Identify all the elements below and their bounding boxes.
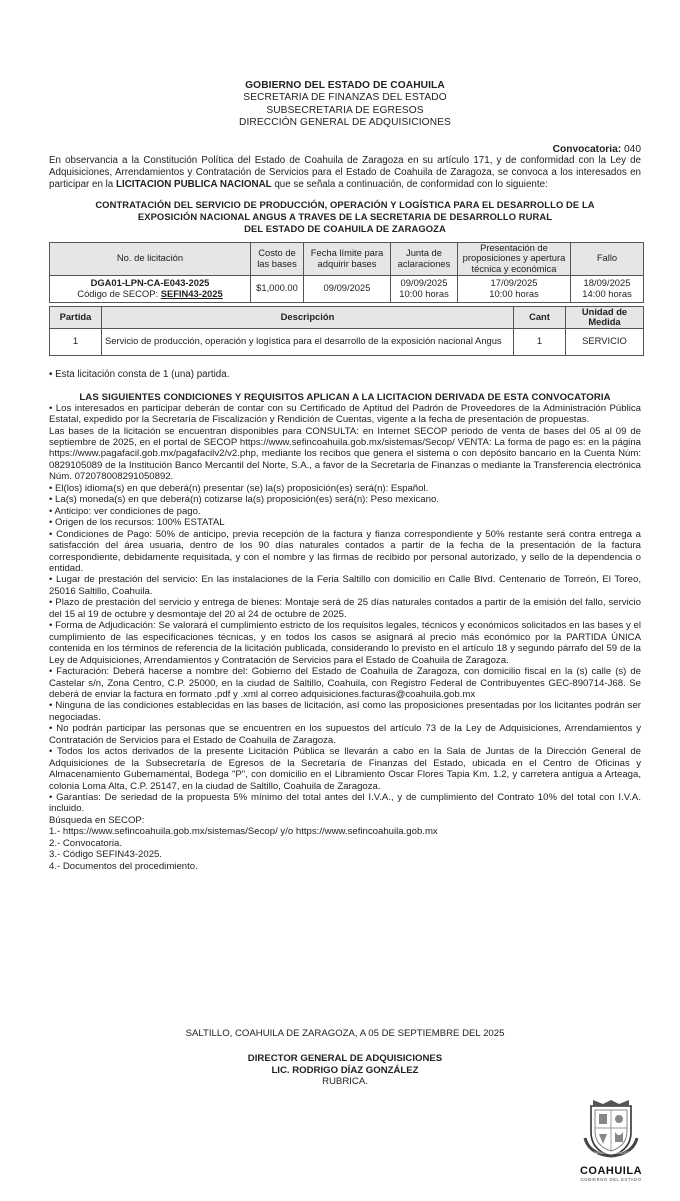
list-item: Las bases de la licitación se encuentran disponibles para CONSULTA: en Internet SECOP periodo de venta de bases del 05 al 09 de septiembre de 2025, en el portal de SECOP https://www.sefincoahuila.gob.mx/sistemas/Secop/ VENTA: La forma de pago es: en la página https://www.pagafacil.gob.mx/pagafacilv2/v2.php, mediante los recibos que genera el sistema o con depósito bancario en la Cuenta Núm: 0829105089 de la Institución Banco Mercantil del Norte, S.A., a favor de la Secretaría de Finanzas o mediante la Transferencia electrónica Núm. 072078008291050892.	[49, 425, 641, 483]
cell-unidad: SERVICIO	[566, 328, 644, 355]
cell-presentacion: 17/09/2025 10:00 horas	[458, 275, 571, 302]
conditions-list	[49, 403, 641, 873]
table-header-row	[50, 306, 644, 328]
header-no-licitacion: No. de licitación	[50, 242, 251, 275]
list-item: 2.- Convocatoria.	[49, 837, 123, 849]
seal-subtitle: GOBIERNO DEL ESTADO	[580, 1177, 642, 1182]
header-descripcion: Descripción	[102, 306, 514, 328]
signature-name: LIC. RODRIGO DÍAZ GONZÁLEZ	[271, 1064, 419, 1076]
convocatoria-label: Convocatoria:	[552, 143, 622, 155]
list-item: • El(los) idioma(s) en que deberá(n) presentar (se) la(s) proposición(es) será(n): Español.	[49, 482, 429, 494]
list-item: • Los interesados en participar deberán de contar con su Certificado de Aptitud del Padrón de Proveedores de la Administración Pública Estatal, expedido por la Secretaría de Fiscalización y Rendición de Cuentas, vigente a la fecha de presentación de propuestas.	[49, 402, 641, 426]
licitacion-type: LICITACION PUBLICA NACIONAL	[115, 178, 272, 190]
list-item: • Condiciones de Pago: 50% de anticipo, previa recepción de la factura y fianza correspondiente y 50% restante será contra entrega a satisfacción del área usuaria, dentro de los 90 días naturales contados a partir de la fecha de la presentación de la factura correspondiente, debidamente requisitada, y con el nombre y las firmas de recibido por personal autorizado, y sello de la dependencia o entidad.	[49, 528, 641, 574]
cell-cant: 1	[514, 328, 566, 355]
header-costo: Costo de las bases	[251, 242, 304, 275]
list-item: • Origen de los recursos: 100% ESTATAL	[49, 517, 225, 529]
table-row	[50, 275, 644, 302]
coat-of-arms-icon	[577, 1098, 645, 1158]
table-row	[50, 328, 644, 355]
cell-junta: 09/09/2025 10:00 horas	[391, 275, 458, 302]
signature-position: DIRECTOR GENERAL DE ADQUISICIONES	[247, 1053, 443, 1064]
list-item: • Facturación: Deberá hacerse a nombre del: Gobierno del Estado de Coahuila de Zaragoza, con domicilio fiscal en la (s) calle (s) de Castelar s/n, Zona Centro, C.P. 25000, en la ciudad de Saltillo, Coahuila, con Registro Federal de Contribuyentes GEC-890714-J68. Se deberá de enviar la factura en formato .pdf y .xml al correo adquisiciones.facturas@coahuila.gob.mx	[49, 666, 641, 700]
header-subsecretaria: SUBSECRETARIA DE EGRESOS	[266, 104, 424, 116]
document-page	[49, 80, 641, 872]
list-item: • Todos los actos derivados de la presente Licitación Pública se llevarán a cabo en la Sala de Juntas de la Dirección General de Adquisiciones de la Subsecretaría de Egresos de la Secretaría de Finanzas del Estado, ubicada en el Centro de Oficinas y Almacenamiento Gubernamental, Bodega "P", con domicilio en el Libramiento Oscar Flores Tapia Km. 1.2, y carretera antigua a Arteaga, colonia Loma Alta, C.P. 25147, en la ciudad de Saltillo, Coahuila de Zaragoza.	[49, 746, 641, 792]
list-item: • Forma de Adjudicación: Se valorará el cumplimiento estricto de los requisitos legales, técnicos y económicos solicitados en las bases y el cumplimiento de las especificaciones técnicas, y en todos los casos se asignará al precio más económico por la PARTIDA ÚNICA contenida en los términos de referencia de la licitación publicada, considerando lo previsto en el artículo 18 y segundo párrafo del 59 de la Ley de Adquisiciones, Arrendamientos y Contratación de Servicios para el Estado de Coahuila de Zaragoza.	[49, 620, 641, 666]
document-header	[49, 80, 641, 130]
list-item: • Plazo de prestación del servicio y entrega de bienes: Montaje será de 25 días naturales contados a partir de la emisión del fallo, servicio del 15 al 19 de octubre y desmontaje del 20 al 24 de octubre de 2025.	[49, 597, 641, 620]
place-date: SALTILLO, COAHUILA DE ZARAGOZA, A 05 DE SEPTIEMBRE DEL 2025	[185, 1028, 505, 1039]
header-direccion: DIRECCIÓN GENERAL DE ADQUISICIONES	[239, 117, 451, 129]
header-fallo: Fallo	[571, 242, 644, 275]
list-item: 1.- https://www.sefincoahuila.gob.mx/sistemas/Secop/ y/o https://www.sefincoahuila.gob.mx	[49, 826, 438, 838]
cell-partida: 1	[50, 328, 102, 355]
partidas-note: • Esta licitación consta de 1 (una) partida.	[49, 368, 230, 380]
cell-fecha-limite: 09/09/2025	[304, 275, 391, 302]
svg-text:COAHUILA DE ZARAGOZA: COAHUILA DE ZARAGOZA	[590, 1151, 632, 1155]
header-unidad: Unidad de Medida	[566, 306, 644, 328]
list-item: • Lugar de prestación del servicio: En las instalaciones de la Feria Saltillo con domicilio en Calle Blvd. Centenario de Torreón, El Toreo, 25016 Saltillo, Coahuila.	[49, 574, 641, 597]
table-header-row	[50, 242, 644, 275]
list-item: Búsqueda en SECOP:	[49, 814, 145, 826]
convocatoria-number	[49, 144, 641, 155]
signature-rubrica: RUBRICA.	[322, 1076, 368, 1087]
conditions-title: LAS SIGUIENTES CONDICIONES Y REQUISITOS APLICAN A LA LICITACION DERIVADA DE ESTA CONVOCATORIA	[79, 391, 611, 403]
header-presentacion: Presentación de proposiciones y apertura técnica y económica	[458, 242, 571, 275]
list-item: • No podrán participar las personas que se encuentren en los supuestos del artículo 73 de la Ley de Adquisiciones, Arrendamientos y Contratación de Servicios para el Estado de Coahuila de Zaragoza.	[49, 723, 641, 746]
licitacion-table	[49, 242, 644, 303]
list-item: • Garantías: De seriedad de la propuesta 5% mínimo del total antes del I.V.A., y de cumplimiento del Contrato 10% del total con I.V.A. incluido.	[49, 792, 641, 815]
contract-title: CONTRATACIÓN DEL SERVICIO DE PRODUCCIÓN, OPERACIÓN Y LOGÍSTICA PARA EL DESARROLLO DE LA EXPOSICIÓN NACIONAL ANGUS A TRAVES DE LA SECRETARIA DE DESARROLLO RURAL DEL ESTADO DE COAHUILA DE ZARAGOZA	[95, 198, 595, 234]
header-government: GOBIERNO DEL ESTADO DE COAHUILA	[245, 80, 445, 91]
cell-fallo: 18/09/2025 14:00 horas	[571, 275, 644, 302]
list-item: • Anticipo: ver condiciones de pago.	[49, 505, 201, 517]
list-item: • La(s) moneda(s) en que deberá(n) cotizarse la(s) proposición(es) será(n): Peso mexicano.	[49, 494, 439, 506]
cell-licitacion: DGA01-LPN-CA-E043-2025 Código de SECOP: SEFIN43-2025	[50, 275, 251, 302]
list-item: 4.- Documentos del procedimiento.	[49, 860, 198, 872]
header-secretaria: SECRETARIA DE FINANZAS DEL ESTADO	[243, 92, 447, 104]
partidas-table	[49, 306, 644, 356]
signature-block	[49, 1053, 641, 1088]
seal-wordmark: COAHUILA	[579, 1165, 643, 1177]
secop-code: SEFIN43-2025	[160, 287, 223, 299]
cell-costo: $1,000.00	[251, 275, 304, 302]
header-cant: Cant	[514, 306, 566, 328]
list-item: • Ninguna de las condiciones establecidas en las bases de licitación, así como las proposiciones presentadas por los licitantes podrán ser negociadas.	[49, 700, 641, 723]
coahuila-seal-logo	[577, 1098, 645, 1183]
header-fecha-limite: Fecha límite para adquirir bases	[304, 242, 391, 275]
header-partida: Partida	[50, 306, 102, 328]
intro-paragraph: En observancia a la Constitución Política del Estado de Coahuila de Zaragoza en su artículo 171, y de conformidad con la Ley de Adquisiciones, Arrendamientos y Contratación de Servicios para el Estado de Coahuila de Zaragoza, se convoca a los interesados en participar en la LICITACION PUBLICA NACIONAL que se señala a continuación, de conformidad con lo siguiente:	[49, 154, 641, 190]
header-junta: Junta de aclaraciones	[391, 242, 458, 275]
list-item: 3.- Código SEFIN43-2025.	[49, 849, 163, 861]
convocatoria-value: 040	[624, 143, 641, 155]
cell-descripcion: Servicio de producción, operación y logística para el desarrollo de la exposición nacional Angus	[102, 328, 514, 355]
